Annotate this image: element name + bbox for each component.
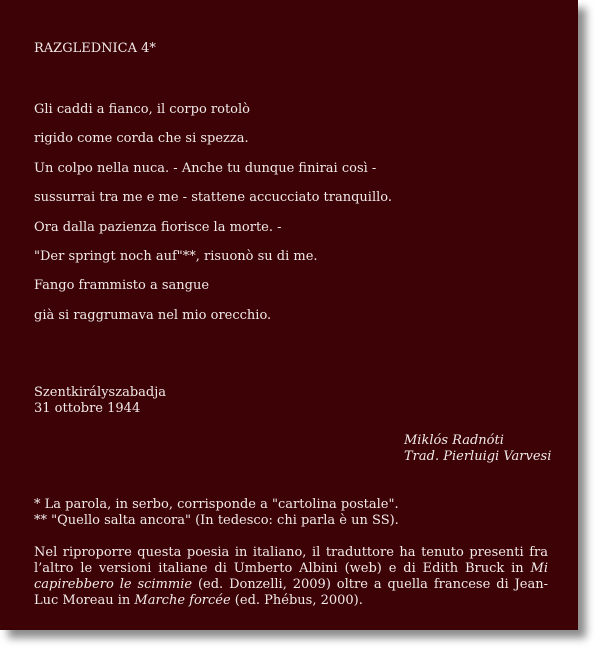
note-text-1: Nel riproporre questa poesia in italiano, il traduttore ha tenuto presenti fra l’altro le versioni italiane di Umberto Albini (web) e di Edith Bruck in <box>34 545 548 576</box>
note-text-2: (ed. Donzelli, 2009) oltre a quella francese di Jean-Luc Moreau in <box>34 577 548 608</box>
book-title-1: Mi capirebbero le scimmie <box>34 561 548 592</box>
book-title-2: Marche forcée <box>134 593 231 608</box>
date: 31 ottobre 1944 <box>34 401 141 416</box>
translator-name: Trad. Pierluigi Varvesi <box>404 449 552 464</box>
footnote-2: ** "Quello salta ancora" (In tedesco: chi parla è un SS). <box>34 513 399 528</box>
verse-line: rigido come corda che si spezza. <box>34 131 249 147</box>
note-text-3: (ed. Phébus, 2000). <box>230 593 363 608</box>
verse-line: Ora dalla pazienza fiorisce la morte. - <box>34 219 282 235</box>
place-and-date <box>34 385 166 417</box>
poem-title: RAZGLEDNICA 4* <box>34 41 156 56</box>
verse-line: Fango frammisto a sangue <box>34 278 210 294</box>
signature <box>404 433 551 465</box>
verse-line: già si raggrumava nel mio orecchio. <box>34 307 272 323</box>
place: Szentkirályszabadja <box>34 385 166 400</box>
verse-line: Un colpo nella nuca. - Anche tu dunque finirai così - <box>34 160 377 176</box>
verse-line: Gli caddi a fianco, il corpo rotolò <box>34 102 250 117</box>
footnote-1: * La parola, in serbo, corrisponde a "cartolina postale". <box>34 497 399 512</box>
translation-note <box>34 545 548 609</box>
footnotes <box>34 497 399 529</box>
verse-line: sussurrai tra me e me - stattene accucciato tranquillo. <box>34 190 392 206</box>
author-name: Miklós Radnóti <box>404 433 504 448</box>
poem-verse <box>34 102 392 337</box>
verse-line: "Der springt noch auf"**, risuonò su di me. <box>34 248 318 264</box>
